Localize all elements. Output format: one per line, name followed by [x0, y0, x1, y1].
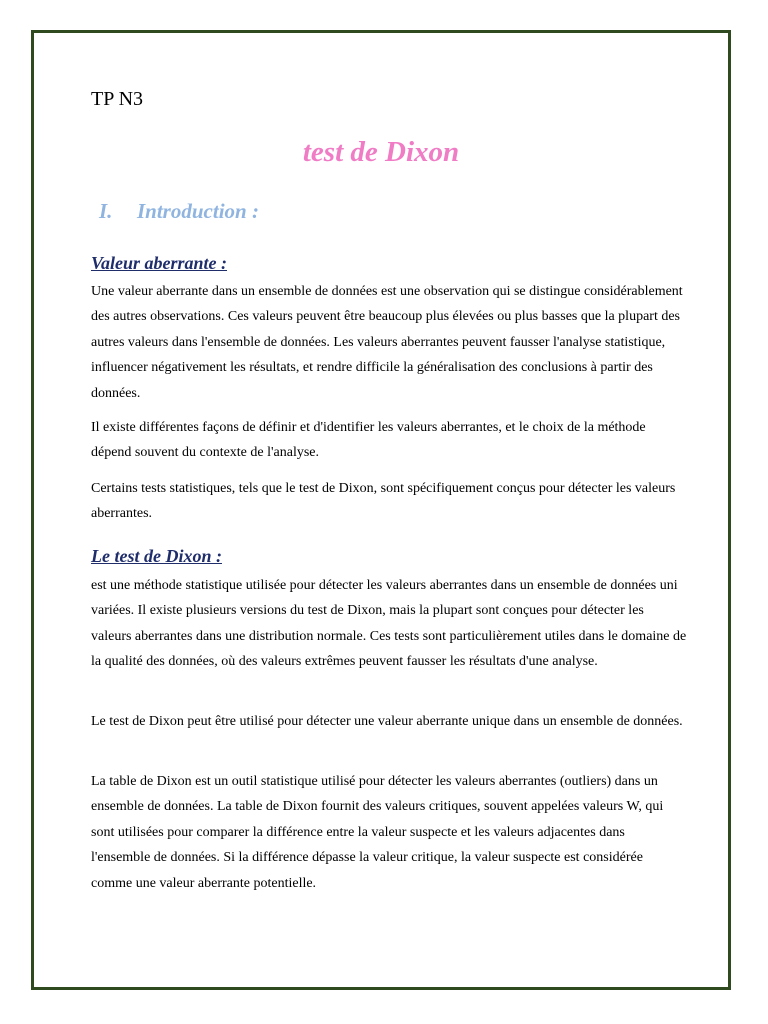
tp-label: TP N3: [91, 88, 144, 110]
paragraph: est une méthode statistique utilisée pour détecter les valeurs aberrantes dans un ensemble de données uni variées. Il existe plusieurs versions du test de Dixon, mais la plupart sont conçues pour détecter les valeurs aberrantes dans une distribution normale. Ces tests sont particulièrement utiles dans le domaine de la qualité des données, où des valeurs extrêmes peuvent fausser les résultats d'une analyse.: [91, 578, 687, 670]
subheading-valeur-aberrante: Valeur aberrante :: [91, 253, 228, 273]
section-title: Introduction :: [137, 199, 259, 223]
subheading-le-test-de-dixon: Le test de Dixon :: [91, 546, 222, 566]
document-title: test de Dixon: [302, 136, 460, 168]
paragraph: Le test de Dixon peut être utilisé pour détecter une valeur aberrante unique dans un ensemble de données.: [91, 714, 683, 729]
paragraph: Une valeur aberrante dans un ensemble de données est une observation qui se distingue considérablement des autres observations. Ces valeurs peuvent être beaucoup plus élevées ou plus basses que la plupart des autres valeurs dans l'ensemble de données. Les valeurs aberrantes peuvent fausser l'analyse statistique, influencer négativement les résultats, et rendre difficile la généralisation des conclusions à partir des données.: [91, 284, 683, 401]
section-heading-introduction: [99, 197, 259, 225]
paragraph: La table de Dixon est un outil statistique utilisé pour détecter les valeurs aberrantes (outliers) dans un ensemble de données. La table de Dixon fournit des valeurs critiques, souvent appelées valeurs W, qui sont utilisées pour comparer la différence entre la valeur suspecte et les valeurs adjacentes dans l'ensemble de données. Si la différence dépasse la valeur critique, la valeur suspecte est considérée comme une valeur aberrante potentielle.: [91, 774, 664, 891]
section-number: I.: [99, 199, 113, 223]
paragraph: Il existe différentes façons de définir et d'identifier les valeurs aberrantes, et le choix de la méthode dépend souvent du contexte de l'analyse.: [91, 420, 646, 461]
paragraph: Certains tests statistiques, tels que le test de Dixon, sont spécifiquement conçus pour détecter les valeurs aberrantes.: [91, 481, 676, 522]
